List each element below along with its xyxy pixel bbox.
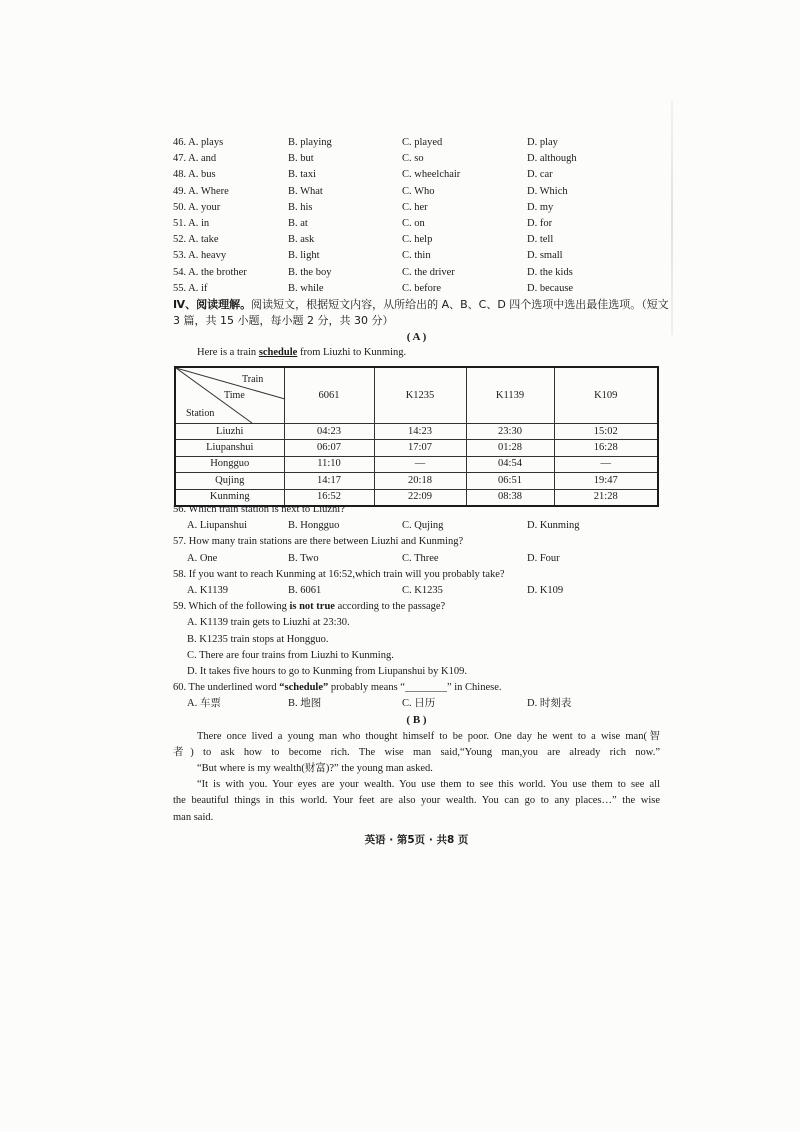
cloze-option-c: C. help bbox=[402, 234, 433, 246]
train-header-cell: 6061 bbox=[284, 367, 374, 424]
intro-text: Here is a train bbox=[197, 347, 259, 359]
stem-text: probably means “________” in Chinese. bbox=[328, 682, 502, 694]
train-header-cell: K1139 bbox=[466, 367, 554, 424]
option-d: D. 时刻表 bbox=[527, 698, 572, 710]
time-cell: 06:07 bbox=[284, 440, 374, 456]
passage-b-line: 者) to ask how to become rich. The wise man said,“Young man,you are already rich now.” bbox=[173, 746, 660, 758]
stem-text: according to the passage? bbox=[334, 601, 446, 613]
time-cell: 06:51 bbox=[466, 473, 554, 489]
option-a-text: A. and bbox=[188, 153, 217, 165]
cloze-option-d: D. play bbox=[527, 137, 558, 148]
option-b: B. Two bbox=[288, 552, 319, 564]
option-a: A. Liupanshui bbox=[187, 520, 248, 532]
passage-b-line: the beautiful things in this world. Your feet are also your wealth. You can go to any places…” the wise bbox=[173, 795, 660, 807]
option-a-text: A. if bbox=[188, 282, 208, 294]
option-a: A. One bbox=[187, 552, 218, 564]
header-time-label: Time bbox=[224, 390, 245, 401]
question-stem-58: 58. If you want to reach Kunming at 16:52,which train will you probably take? bbox=[173, 568, 505, 580]
cloze-option-d: D. for bbox=[527, 217, 553, 229]
question-stem-57: 57. How many train stations are there between Liuzhi and Kunming? bbox=[173, 536, 464, 548]
cloze-option-c: C. wheelchair bbox=[402, 169, 461, 181]
option-a-text: A. the brother bbox=[188, 266, 247, 278]
time-cell: — bbox=[374, 456, 466, 472]
station-cell: Kunming bbox=[175, 489, 284, 506]
cloze-option-d: D. Which bbox=[527, 185, 568, 197]
time-cell: 04:54 bbox=[466, 456, 554, 472]
cloze-option-a bbox=[173, 200, 288, 216]
cloze-option-c: C. Who bbox=[402, 185, 435, 197]
cloze-option-c: C. so bbox=[402, 153, 424, 165]
cloze-row bbox=[173, 184, 660, 200]
intro-text: from Liuzhi to Kunming. bbox=[297, 347, 407, 359]
passage-a-label-wrap bbox=[173, 329, 660, 345]
time-cell: 23:30 bbox=[466, 424, 554, 440]
option-a: A. K1139 bbox=[187, 584, 229, 596]
cloze-option-a bbox=[173, 216, 288, 232]
cloze-option-b: B. playing bbox=[288, 137, 332, 148]
question-number: 52. bbox=[173, 234, 187, 246]
table-row bbox=[175, 424, 658, 440]
question-stem-59 bbox=[173, 599, 660, 615]
cloze-option-c: C. before bbox=[402, 282, 442, 294]
time-cell: 01:28 bbox=[466, 440, 554, 456]
station-cell: Hongguo bbox=[175, 456, 284, 472]
cloze-option-d: D. small bbox=[527, 250, 563, 262]
table-row bbox=[175, 473, 658, 489]
passage-b-label-wrap bbox=[173, 712, 660, 728]
passage-a-intro bbox=[173, 345, 660, 361]
cloze-option-a bbox=[173, 167, 288, 183]
question-number: 54. bbox=[173, 266, 187, 278]
cloze-row bbox=[173, 281, 660, 297]
cloze-option-c: C. her bbox=[402, 201, 428, 213]
option-a: A. K1139 train gets to Liuzhi at 23:30. bbox=[187, 617, 350, 629]
cloze-option-a bbox=[173, 184, 288, 200]
cloze-row bbox=[173, 135, 660, 151]
passage-b-line: “But where is my wealth(财富)?” the young man asked. bbox=[197, 763, 433, 774]
cloze-option-b: B. his bbox=[288, 201, 313, 213]
stem-text: 60. The underlined word bbox=[173, 682, 280, 694]
question-number: 47. bbox=[173, 153, 187, 165]
page-footer: 英语 · 第5页 · 共8 页 bbox=[364, 834, 469, 846]
time-cell: — bbox=[554, 456, 658, 472]
passage-b-line: There once lived a young man who thought himself to be poor. One day he went to a wise man(智 bbox=[197, 730, 660, 742]
option-d: D. Kunming bbox=[527, 520, 580, 532]
option-b: B. 地图 bbox=[288, 698, 322, 710]
cloze-option-b: B. What bbox=[288, 185, 323, 197]
cloze-option-c: C. the driver bbox=[402, 266, 455, 278]
section-heading-line1 bbox=[173, 297, 669, 313]
option-a-text: A. heavy bbox=[188, 250, 227, 262]
cloze-option-b: B. light bbox=[288, 250, 320, 262]
cloze-row bbox=[173, 216, 660, 232]
option-c: C. There are four trains from Liuzhi to Kunming. bbox=[187, 649, 394, 661]
question-number: 49. bbox=[173, 185, 187, 197]
question-options-57 bbox=[173, 551, 660, 567]
cloze-option-d: D. car bbox=[527, 169, 553, 181]
time-cell: 04:23 bbox=[284, 424, 374, 440]
question-stem-60 bbox=[173, 680, 660, 696]
question-number: 46. bbox=[173, 137, 187, 148]
question-number: 53. bbox=[173, 250, 187, 262]
train-header-cell: K1235 bbox=[374, 367, 466, 424]
cloze-block bbox=[173, 135, 669, 362]
cloze-option-d: D. the kids bbox=[527, 266, 573, 278]
train-header-cell: K109 bbox=[554, 367, 658, 424]
train-schedule-table bbox=[174, 366, 659, 507]
question-options-56 bbox=[173, 518, 660, 534]
cloze-row bbox=[173, 265, 660, 281]
cloze-option-b: B. the boy bbox=[288, 266, 332, 278]
cloze-row bbox=[173, 200, 660, 216]
cloze-row bbox=[173, 248, 660, 264]
option-d: D. It takes five hours to go to Kunming from Liupanshui by K109. bbox=[187, 665, 467, 677]
cloze-option-a bbox=[173, 232, 288, 248]
cloze-option-b: B. ask bbox=[288, 234, 315, 246]
question-stem-56: 56. Which train station is next to Liuzhi? bbox=[173, 504, 345, 515]
option-c: C. 日历 bbox=[402, 698, 436, 710]
question-options-60 bbox=[173, 696, 660, 712]
header-station-label: Station bbox=[186, 408, 215, 419]
questions-block bbox=[173, 502, 660, 826]
time-cell: 16:52 bbox=[284, 489, 374, 506]
passage-b-line: “It is with you. Your eyes are your wealth. You use them to see this world. You use them to see all bbox=[197, 779, 660, 791]
scan-edge-artifact bbox=[671, 100, 673, 335]
time-cell: 11:10 bbox=[284, 456, 374, 472]
option-c: C. Qujing bbox=[402, 520, 444, 532]
question-number: 51. bbox=[173, 217, 187, 229]
table-corner-cell bbox=[175, 367, 284, 424]
time-cell: 21:28 bbox=[554, 489, 658, 506]
time-cell: 22:09 bbox=[374, 489, 466, 506]
time-cell: 14:23 bbox=[374, 424, 466, 440]
cloze-option-c: C. thin bbox=[402, 250, 431, 262]
option-a: A. 车票 bbox=[187, 698, 221, 710]
cloze-option-c: C. played bbox=[402, 137, 443, 148]
option-a-text: A. bus bbox=[188, 169, 216, 181]
cloze-option-b: B. taxi bbox=[288, 169, 316, 181]
option-c: C. K1235 bbox=[402, 584, 443, 596]
option-a-text: A. in bbox=[188, 217, 210, 229]
header-train-label: Train bbox=[242, 374, 264, 385]
section-label: Ⅳ、阅读理解。 bbox=[173, 297, 252, 311]
passage-b-label: ( B ) bbox=[406, 714, 427, 727]
cloze-option-d: D. tell bbox=[527, 234, 554, 246]
option-d: D. K109 bbox=[527, 584, 564, 596]
table-row bbox=[175, 440, 658, 456]
option-a-text: A. take bbox=[188, 234, 219, 246]
cloze-row bbox=[173, 167, 660, 183]
section-heading-line2: 3 篇，共 15 小题，每小题 2 分，共 30 分） bbox=[173, 314, 394, 328]
stem-emphasis: “schedule” bbox=[279, 682, 329, 694]
cloze-option-a bbox=[173, 151, 288, 167]
passage-a-label: ( A ) bbox=[406, 331, 427, 344]
passage-b-line: man said. bbox=[173, 811, 214, 823]
cloze-option-b: B. at bbox=[288, 217, 308, 229]
cloze-option-a bbox=[173, 265, 288, 281]
option-b: B. Hongguo bbox=[288, 520, 340, 532]
cloze-row bbox=[173, 232, 660, 248]
time-cell: 17:07 bbox=[374, 440, 466, 456]
cloze-option-c: C. on bbox=[402, 217, 425, 229]
cloze-row bbox=[173, 151, 660, 167]
option-a-text: A. plays bbox=[188, 137, 224, 148]
option-b: B. K1235 train stops at Hongguo. bbox=[187, 633, 329, 645]
station-cell: Qujing bbox=[175, 473, 284, 489]
time-cell: 16:28 bbox=[554, 440, 658, 456]
stem-emphasis: is not true bbox=[289, 601, 335, 613]
station-cell: Liupanshui bbox=[175, 440, 284, 456]
section-instructions: 阅读短文，根据短文内容，从所给出的 A、B、C、D 四个选项中选出最佳选项。（短文 bbox=[251, 297, 669, 311]
time-cell: 15:02 bbox=[554, 424, 658, 440]
intro-keyword-schedule: schedule bbox=[258, 347, 298, 359]
option-c: C. Three bbox=[402, 552, 439, 564]
cloze-option-a bbox=[173, 135, 288, 151]
table-row bbox=[175, 456, 658, 472]
cloze-option-d: D. my bbox=[527, 201, 554, 213]
option-a-text: A. your bbox=[188, 201, 221, 213]
time-cell: 14:17 bbox=[284, 473, 374, 489]
time-cell: 19:47 bbox=[554, 473, 658, 489]
cloze-option-d: D. because bbox=[527, 282, 574, 294]
time-cell: 08:38 bbox=[466, 489, 554, 506]
option-b: B. 6061 bbox=[288, 584, 322, 596]
cloze-option-d: D. although bbox=[527, 153, 577, 165]
table-header-row bbox=[175, 367, 658, 424]
question-number: 55. bbox=[173, 282, 187, 294]
station-cell: Liuzhi bbox=[175, 424, 284, 440]
option-a-text: A. Where bbox=[188, 185, 229, 197]
cloze-option-a bbox=[173, 248, 288, 264]
cloze-option-b: B. while bbox=[288, 282, 324, 294]
stem-text: 59. Which of the following bbox=[173, 601, 290, 613]
question-number: 48. bbox=[173, 169, 187, 181]
question-number: 50. bbox=[173, 201, 187, 213]
cloze-option-b: B. but bbox=[288, 153, 314, 165]
question-options-58 bbox=[173, 583, 660, 599]
cloze-option-a bbox=[173, 281, 288, 297]
option-d: D. Four bbox=[527, 552, 560, 564]
time-cell: 20:18 bbox=[374, 473, 466, 489]
